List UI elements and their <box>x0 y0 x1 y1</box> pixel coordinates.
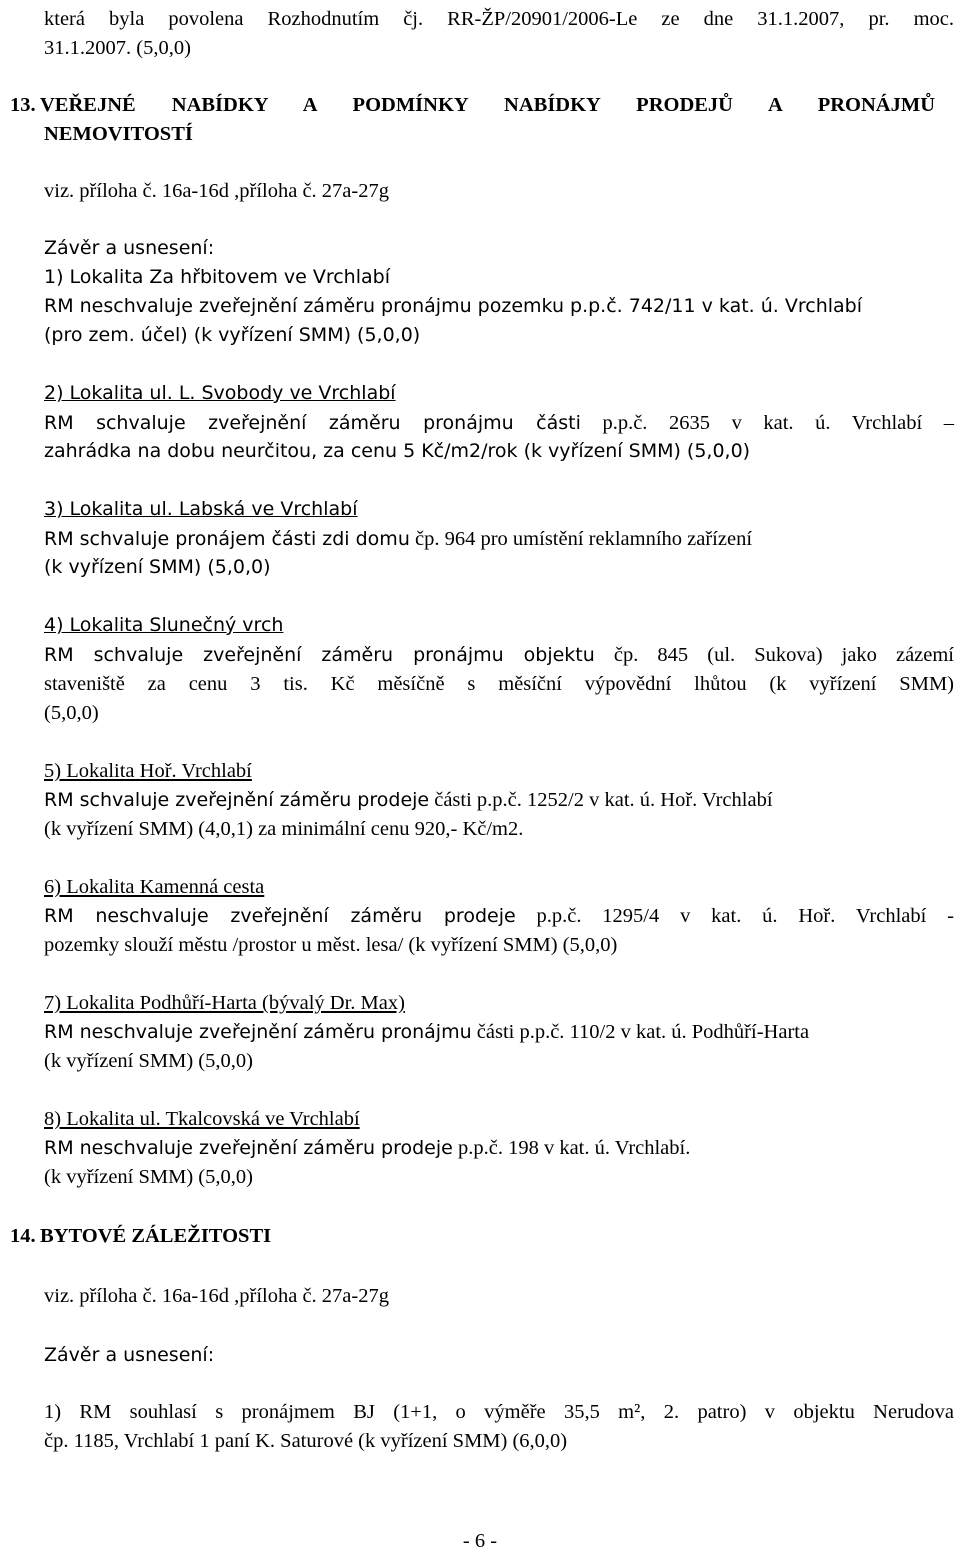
item-3-line-1 <box>44 529 752 550</box>
item-8-line-1-serif: p.p.č. 198 v kat. ú. Vrchlabí. <box>452 1137 691 1159</box>
item-1-line-1: RM neschvaluje zveřejnění záměru pronájmu pozemku p.p.č. 742/11 v kat. ú. Vrchlabí <box>44 295 863 317</box>
item-2-line-1-sans: RM schvaluje zveřejnění záměru pronájmu části <box>44 412 581 434</box>
item-6-line-1-serif: p.p.č. 1295/4 v kat. ú. Hoř. Vrchlabí - <box>515 905 954 927</box>
item-2-line-2: zahrádka na dobu neurčitou, za cenu 5 Kč/m2/rok (k vyřízení SMM) (5,0,0) <box>44 440 751 462</box>
item-8-heading: 8) Lokalita ul. Tkalcovská ve Vrchlabí <box>44 1108 360 1130</box>
item-7-heading: 7) Lokalita Podhůří-Harta (bývalý Dr. Max) <box>44 992 405 1014</box>
item-5-heading: 5) Lokalita Hoř. Vrchlabí <box>44 760 252 782</box>
section-13-title-line-1: VEŘEJNÉ NABÍDKY A PODMÍNKY NABÍDKY PRODEJŮ A PRONÁJMŮ <box>40 94 935 116</box>
item-6-line-1-sans: RM neschvaluje zveřejnění záměru prodeje <box>44 905 516 927</box>
item-5-line-1 <box>44 790 773 811</box>
item-3-line-1-sans: RM schvaluje pronájem části zdi domu <box>44 528 410 550</box>
item-5-line-1-serif: části p.p.č. 1252/2 v kat. ú. Hoř. Vrchlabí <box>429 789 773 811</box>
item-4-heading: 4) Lokalita Slunečný vrch <box>44 614 284 636</box>
section-13-conclusion-label: Závěr a usnesení: <box>44 237 215 259</box>
item-6-line-2: pozemky slouží městu /prostor u měst. lesa/ (k vyřízení SMM) (5,0,0) <box>44 934 618 956</box>
item-6-line-1 <box>44 906 954 927</box>
item-6-heading: 6) Lokalita Kamenná cesta <box>44 876 265 898</box>
intro-line-2: 31.1.2007. (5,0,0) <box>44 37 191 59</box>
section-13-number: 13. <box>10 94 36 116</box>
item-8-line-1-sans: RM neschvaluje zveřejnění záměru prodeje <box>44 1137 453 1159</box>
section-13-ref: viz. příloha č. 16a-16d ,příloha č. 27a-27g <box>44 180 389 202</box>
item-5-line-2: (k vyřízení SMM) (4,0,1) za minimální cenu 920,- Kč/m2. <box>44 818 524 840</box>
item-4-line-1 <box>44 645 954 666</box>
section-14-conclusion-label: Závěr a usnesení: <box>44 1344 215 1366</box>
item-8-line-2: (k vyřízení SMM) (5,0,0) <box>44 1166 253 1188</box>
item-2-line-1-serif: p.p.č. 2635 v kat. ú. Vrchlabí – <box>602 412 955 434</box>
item-7-line-1 <box>44 1022 809 1043</box>
item-2-line-1 <box>44 413 954 434</box>
item-5-line-1-sans: RM schvaluje zveřejnění záměru prodeje <box>44 789 430 811</box>
section-13-heading <box>10 95 954 116</box>
section-14-title: BYTOVÉ ZÁLEŽITOSTI <box>40 1225 272 1247</box>
item-7-line-2: (k vyřízení SMM) (5,0,0) <box>44 1050 253 1072</box>
intro-line-1: která byla povolena Rozhodnutím čj. RR-ŽP/20901/2006-Le ze dne 31.1.2007, pr. moc. <box>44 8 954 30</box>
item-1-line-2: (pro zem. účel) (k vyřízení SMM) (5,0,0) <box>44 324 421 346</box>
item-3-line-1-serif: čp. 964 pro umístění reklamního zařízení <box>409 528 753 550</box>
item-4-line-2: staveniště za cenu 3 tis. Kč měsíčně s měsíční výpovědní lhůtou (k vyřízení SMM) <box>44 673 954 695</box>
item-3-heading: 3) Lokalita ul. Labská ve Vrchlabí <box>44 498 358 520</box>
section-14-item-1-line-2: čp. 1185, Vrchlabí 1 paní K. Saturové (k vyřízení SMM) (6,0,0) <box>44 1430 568 1452</box>
section-14-number: 14. <box>10 1225 36 1247</box>
item-2-heading: 2) Lokalita ul. L. Svobody ve Vrchlabí <box>44 382 396 404</box>
page-number: - 6 - <box>462 1530 498 1552</box>
section-14-ref: viz. příloha č. 16a-16d ,příloha č. 27a-27g <box>44 1285 389 1307</box>
item-4-line-1-sans: RM schvaluje zveřejnění záměru pronájmu objektu <box>44 644 595 666</box>
item-4-line-1-serif: čp. 845 (ul. Sukova) jako zázemí <box>594 644 955 666</box>
item-1-heading: 1) Lokalita Za hřbitovem ve Vrchlabí <box>44 266 390 288</box>
item-7-line-1-sans: RM neschvaluje zveřejnění záměru pronájmu <box>44 1021 472 1043</box>
section-14-heading <box>10 1226 271 1247</box>
section-14-item-1-line-1: 1) RM souhlasí s pronájmem BJ (1+1, o výměře 35,5 m², 2. patro) v objektu Nerudova <box>44 1401 954 1423</box>
item-3-line-2: (k vyřízení SMM) (5,0,0) <box>44 556 271 578</box>
section-13-title-line-2: NEMOVITOSTÍ <box>44 123 193 145</box>
item-8-line-1 <box>44 1138 690 1159</box>
item-7-line-1-serif: části p.p.č. 110/2 v kat. ú. Podhůří-Harta <box>471 1021 810 1043</box>
item-4-line-3: (5,0,0) <box>44 702 99 724</box>
